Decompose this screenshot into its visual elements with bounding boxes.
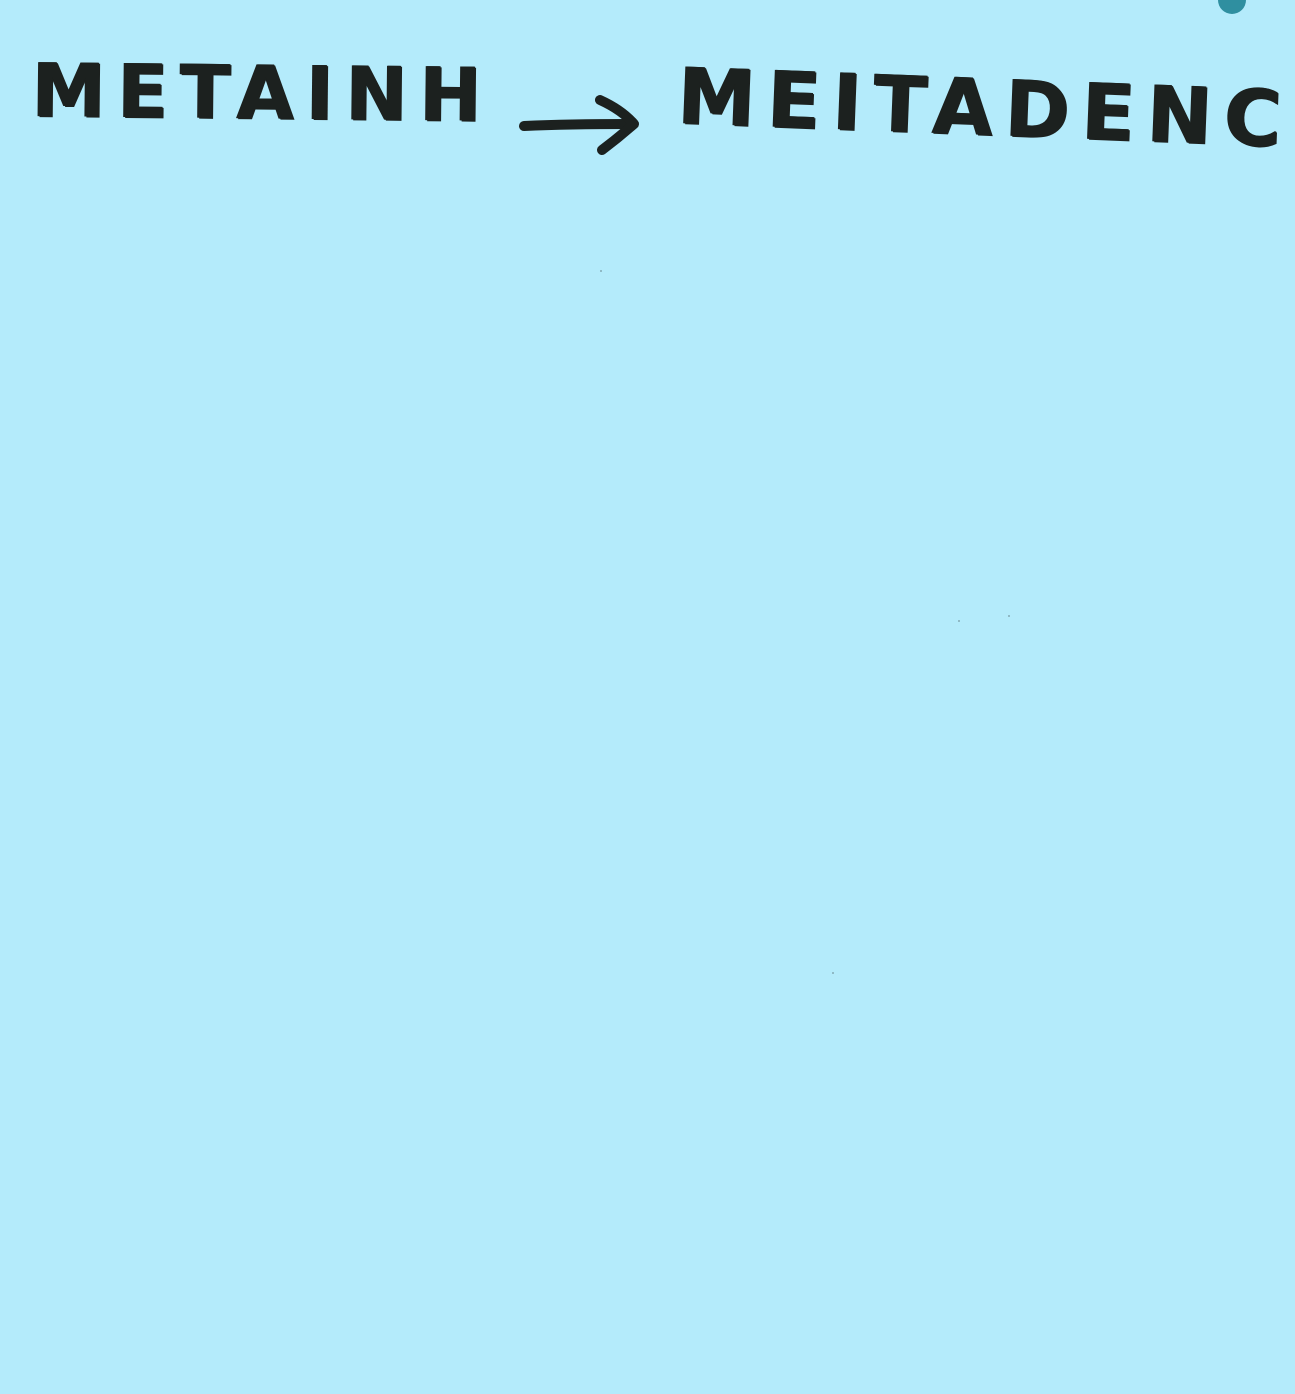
paper-speck	[958, 620, 960, 622]
note-corner	[1218, 0, 1246, 14]
handwritten-heading	[20, 38, 1295, 178]
paper-speck	[832, 972, 834, 974]
paper-speck	[1008, 615, 1010, 617]
arrow-shaft	[524, 124, 630, 126]
right-arrow-icon	[518, 94, 648, 154]
handwritten-word-left: METAINH	[31, 48, 495, 139]
paper-speck	[600, 270, 602, 272]
handwritten-word-right: MEITADENC	[676, 52, 1295, 166]
